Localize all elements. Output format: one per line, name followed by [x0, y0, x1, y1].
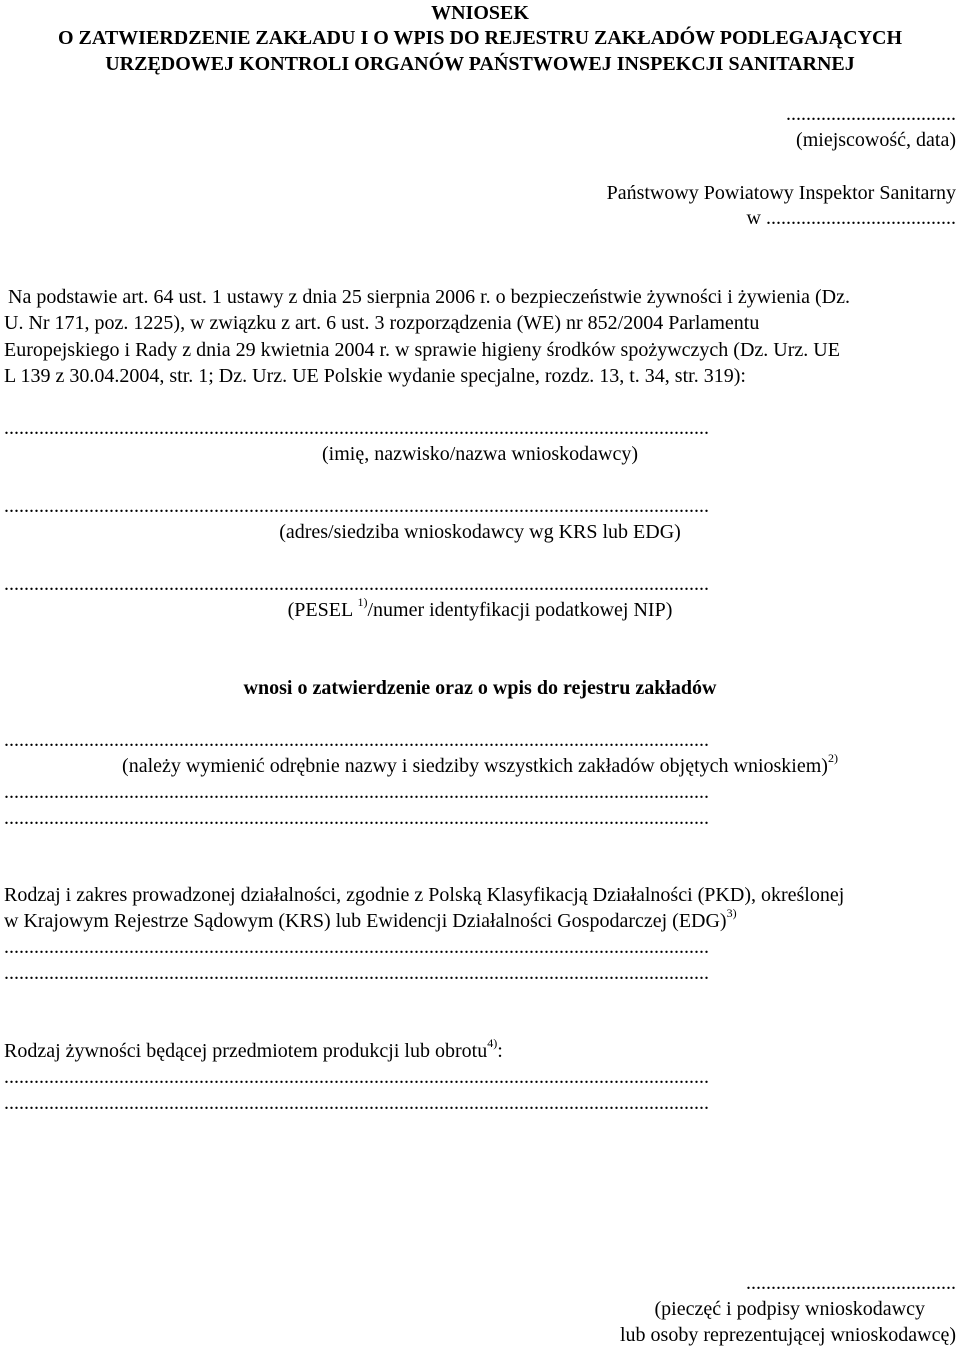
activity-label-line-2 [4, 908, 737, 934]
footnote-3-marker: 3) [726, 906, 737, 921]
applicant-pesel-nip-field[interactable]: ............................................................................................................................................. [4, 573, 709, 595]
applicant-address-label: (adres/siedziba wnioskodawcy wg KRS lub EDG) [279, 521, 681, 543]
applicant-name-field[interactable]: ............................................................................................................................................. [4, 417, 709, 439]
applicant-address-field[interactable]: ............................................................................................................................................. [4, 495, 709, 517]
activity-field-2[interactable]: ............................................................................................................................................. [4, 962, 709, 984]
food-type-field-2[interactable]: ............................................................................................................................................. [4, 1092, 709, 1114]
form-subtitle-line-2: URZĘDOWEJ KONTROLI ORGANÓW PAŃSTWOWEJ INSPEKCJI SANITARNEJ [105, 53, 855, 75]
establishments-note [0, 753, 960, 779]
legal-basis-line-1: Na podstawie art. 64 ust. 1 ustawy z dnia 25 sierpnia 2006 r. o bezpieczeństwie żywności i żywienia (Dz. [8, 286, 850, 308]
footnote-1-marker: 1) [357, 595, 368, 610]
pesel-label-part-2: /numer identyfikacji podatkowej NIP) [367, 599, 673, 621]
activity-field-1[interactable]: ............................................................................................................................................. [4, 936, 709, 958]
signature-field[interactable]: .......................................... [746, 1272, 956, 1294]
place-date-dots[interactable]: .................................. [786, 103, 956, 125]
applicant-name-label: (imię, nazwisko/nazwa wnioskodawcy) [321, 443, 638, 465]
food-type-label-text: Rodzaj żywności będącej przedmiotem produkcji lub obrotu [4, 1040, 488, 1062]
addressee-title: Państwowy Powiatowy Inspektor Sanitarny [606, 182, 956, 204]
food-type-colon: : [497, 1040, 503, 1062]
legal-basis-line-4: L 139 z 30.04.2004, str. 1; Dz. Urz. UE Polskie wydanie specjalne, rozdz. 13, t. 34, str. 319): [4, 365, 746, 387]
food-type-field-1[interactable]: ............................................................................................................................................. [4, 1066, 709, 1088]
food-type-label [4, 1038, 503, 1064]
place-date-label: (miejscowość, data) [796, 129, 956, 151]
pesel-label-part-1: (PESEL [287, 599, 358, 621]
establishments-field-3[interactable]: ............................................................................................................................................. [4, 807, 709, 829]
legal-basis-line-3: Europejskiego i Rady z dnia 29 kwietnia 2004 r. w sprawie higieny środków spożywczych (Dz. Urz. UE [4, 339, 840, 361]
form-subtitle-line-1: O ZATWIERDZENIE ZAKŁADU I O WPIS DO REJESTRU ZAKŁADÓW PODLEGAJĄCYCH [57, 27, 903, 49]
establishments-note-text: (należy wymienić odrębnie nazwy i siedziby wszystkich zakładów objętych wnioskiem) [122, 755, 828, 777]
establishments-field-1[interactable]: ............................................................................................................................................. [4, 729, 709, 751]
signature-label-line-2: lub osoby reprezentującej wnioskodawcę) [620, 1324, 956, 1346]
request-heading: wnosi o zatwierdzenie oraz o wpis do rejestru zakładów [243, 677, 717, 699]
footnote-4-marker: 4) [487, 1036, 498, 1051]
addressee-location[interactable]: w ...................................... [746, 207, 956, 229]
establishments-field-2[interactable]: ............................................................................................................................................. [4, 781, 709, 803]
legal-basis-line-2: U. Nr 171, poz. 1225), w związku z art. 6 ust. 3 rozporządzenia (WE) nr 852/2004 Parlamentu [4, 312, 760, 334]
activity-label-line-1: Rodzaj i zakres prowadzonej działalności, zgodnie z Polską Klasyfikacją Działalności (PKD), określonej [4, 884, 845, 906]
applicant-pesel-nip-label [0, 597, 960, 623]
form-title: WNIOSEK [431, 2, 529, 24]
activity-label-line-2-text: w Krajowym Rejestrze Sądowym (KRS) lub Ewidencji Działalności Gospodarczej (EDG) [4, 910, 727, 932]
footnote-2-marker: 2) [827, 751, 838, 766]
signature-label-line-1: (pieczęć i podpisy wnioskodawcy [654, 1298, 925, 1320]
